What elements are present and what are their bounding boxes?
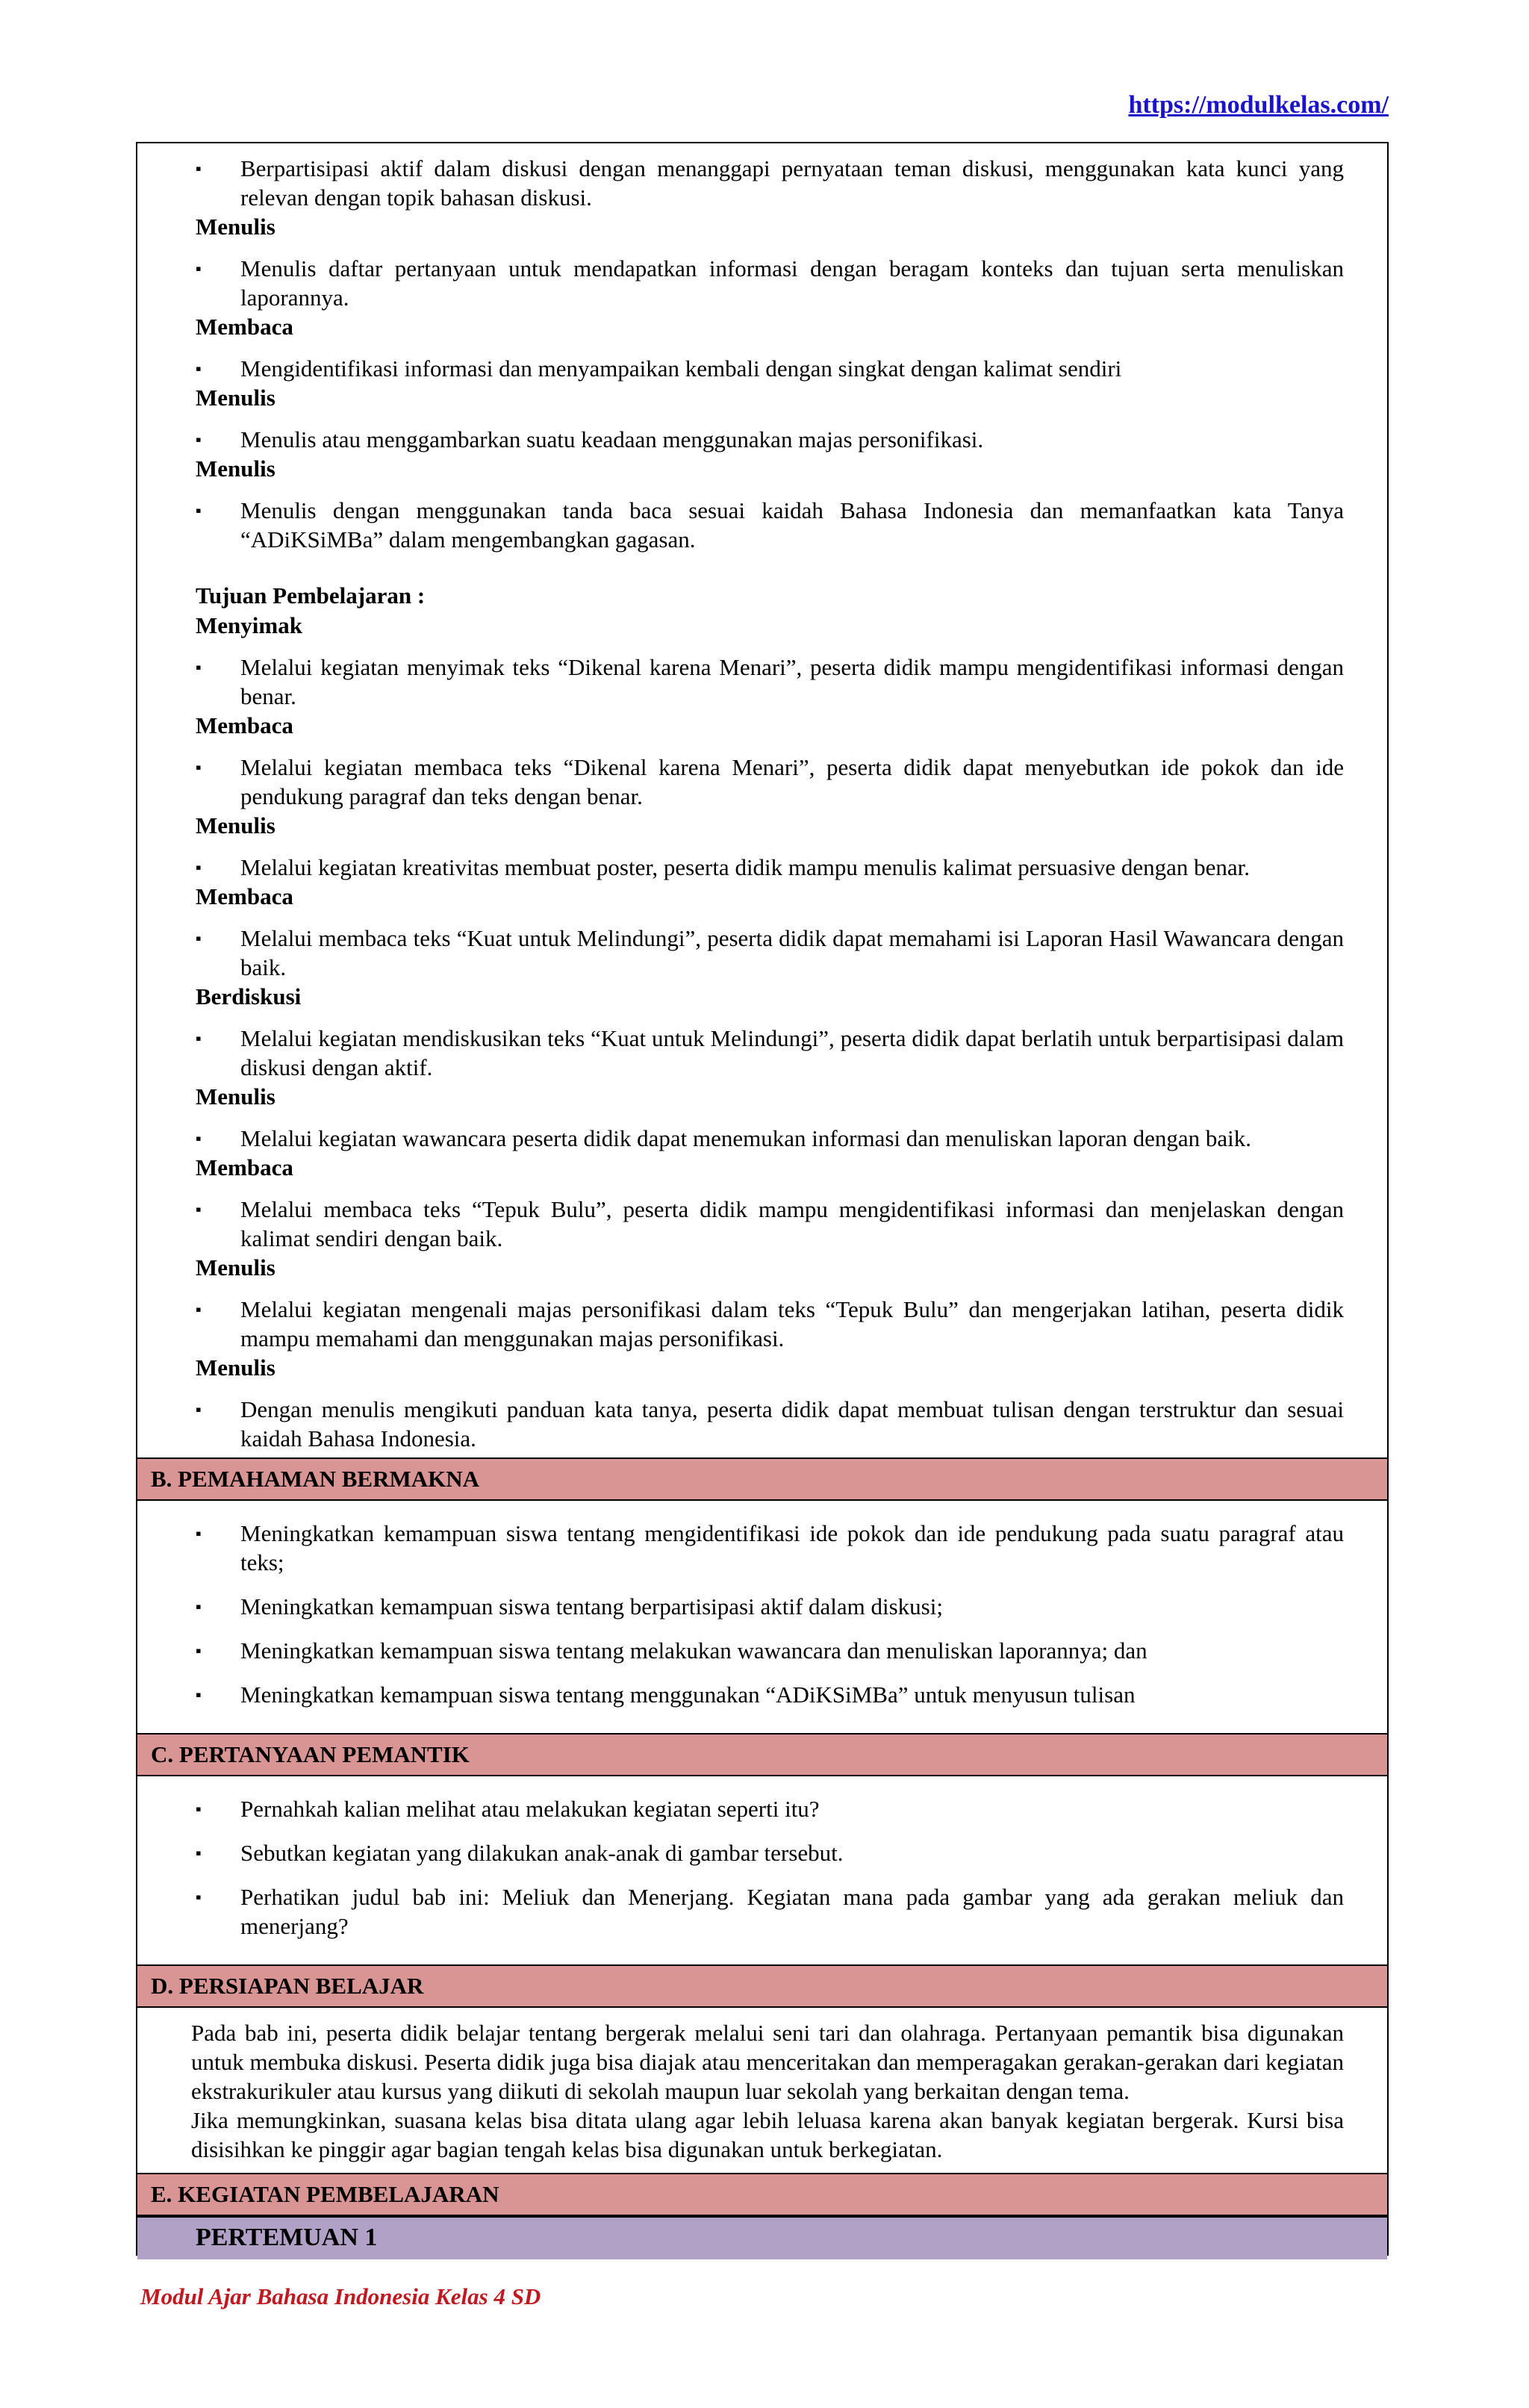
list-item: ▪ Pernahkah kalian melihat atau melakukan kegiatan seperti itu? — [196, 1796, 820, 1822]
section-d-content — [137, 2008, 1387, 2173]
skill-heading: Berdiskusi — [196, 983, 302, 1009]
bullet-icon: ▪ — [196, 259, 202, 278]
skill-heading: Membaca — [196, 1154, 293, 1180]
section-e-header: E. KEGIATAN PEMBELAJARAN — [137, 2173, 1387, 2216]
section-b-content — [137, 1501, 1387, 1733]
list-item: ▪ Melalui kegiatan mendiskusikan teks “Kuat untuk Melindungi”, peserta didik dapat berlatih untuk berpartisipasi dalam diskusi dengan aktif. — [196, 1025, 1344, 1080]
section-c-header: C. PERTANYAAN PEMANTIK — [137, 1733, 1387, 1776]
bullet-icon: ▪ — [196, 1129, 202, 1148]
bullet-icon: ▪ — [196, 1597, 202, 1616]
bullet-icon: ▪ — [196, 1888, 202, 1906]
tujuan-pembelajaran-title: Tujuan Pembelajaran : — [196, 582, 426, 609]
skill-heading: Membaca — [196, 314, 293, 340]
list-item: ▪ Melalui kegiatan menyimak teks “Dikenal karena Menari”, peserta didik mampu mengidentifikasi informasi dengan benar. — [196, 654, 1344, 709]
bullet-icon: ▪ — [196, 929, 202, 948]
skill-heading: Menulis — [196, 1354, 275, 1381]
list-item: ▪ Sebutkan kegiatan yang dilakukan anak-anak di gambar tersebut. — [196, 1840, 844, 1866]
section-c-content — [137, 1776, 1387, 1964]
list-item: ▪ Melalui kegiatan kreativitas membuat poster, peserta didik mampu menulis kalimat persuasive dengan benar. — [196, 854, 1251, 880]
bullet-icon: ▪ — [196, 1641, 202, 1660]
bullet-icon: ▪ — [196, 1524, 202, 1543]
list-item: ▪ Perhatikan judul bab ini: Meliuk dan Menerjang. Kegiatan mana pada gambar yang ada gerakan meliuk dan menerjang? — [196, 1884, 1344, 1939]
section-d-header: D. PERSIAPAN BELAJAR — [137, 1964, 1387, 2008]
skill-heading: Menulis — [196, 455, 275, 482]
lesson-module-table — [136, 142, 1389, 2256]
skill-heading: Menulis — [196, 214, 275, 240]
list-item: ▪ Menulis dengan menggunakan tanda baca sesuai kaidah Bahasa Indonesia dan memanfaatkan kata Tanya “ADiKSiMBa” dalam mengembangkan gagasan. — [196, 497, 1344, 553]
skill-heading: Membaca — [196, 883, 293, 909]
list-item: ▪ Menulis atau menggambarkan suatu keadaan menggunakan majas personifikasi. — [196, 426, 984, 452]
paragraph: Pada bab ini, peserta didik belajar tentang bergerak melalui seni tari dan olahraga. Pertanyaan pemantik bisa digunakan untuk membuka diskusi. Peserta didik juga bisa diajak atau menceritakan dan memperagakan gerakan-gerakan dari kegiatan ekstrakurikuler atau kursus yang diikuti di sekolah maupun luar sekolah yang berkaitan dengan tema. — [191, 2020, 1344, 2104]
list-item: ▪ Meningkatkan kemampuan siswa tentang mengidentifikasi ide pokok dan ide pendukung pada suatu paragraf atau teks; — [196, 1520, 1344, 1575]
list-item: ▪ Melalui kegiatan membaca teks “Dikenal karena Menari”, peserta didik dapat menyebutkan ide pokok dan ide pendukung paragraf dan teks dengan benar. — [196, 754, 1344, 809]
skill-heading: Membaca — [196, 712, 293, 738]
list-item: ▪ Berpartisipasi aktif dalam diskusi dengan menanggapi pernyataan teman diskusi, menggunakan kata kunci yang relevan dengan topik bahasan diskusi. — [196, 155, 1344, 211]
bullet-icon: ▪ — [196, 159, 202, 178]
list-item: ▪ Menulis daftar pertanyaan untuk mendapatkan informasi dengan beragam konteks dan tujuan serta menuliskan laporannya. — [196, 255, 1344, 311]
bullet-icon: ▪ — [196, 359, 202, 378]
bullet-icon: ▪ — [196, 501, 202, 520]
list-item: ▪ Mengidentifikasi informasi dan menyampaikan kembali dengan singkat dengan kalimat sendiri — [196, 355, 1122, 382]
meeting-1-header: PERTEMUAN 1 — [137, 2216, 1387, 2259]
bullet-icon: ▪ — [196, 1844, 202, 1862]
list-item: ▪ Meningkatkan kemampuan siswa tentang menggunakan “ADiKSiMBa” untuk menyusun tulisan — [196, 1681, 1136, 1708]
bullet-icon: ▪ — [196, 758, 202, 777]
list-item: ▪ Melalui membaca teks “Tepuk Bulu”, peserta didik mampu mengidentifikasi informasi dan menjelaskan dengan kalimat sendiri dengan baik. — [196, 1196, 1344, 1251]
page-footer: Modul Ajar Bahasa Indonesia Kelas 4 SD — [140, 2283, 541, 2309]
paragraph: Jika memungkinkan, suasana kelas bisa ditata ulang agar lebih leluasa karena akan banyak kegiatan bergerak. Kursi bisa disisihkan ke pinggir agar bagian tengah kelas bisa digunakan untuk berkegiatan. — [191, 2107, 1344, 2162]
bullet-icon: ▪ — [196, 1685, 202, 1704]
skill-heading: Menulis — [196, 1083, 275, 1110]
section-b-header: B. PEMAHAMAN BERMAKNA — [137, 1457, 1387, 1501]
list-item: ▪ Meningkatkan kemampuan siswa tentang melakukan wawancara dan menuliskan laporannya; dan — [196, 1637, 1147, 1664]
skill-heading: Menulis — [196, 1254, 275, 1281]
bullet-icon: ▪ — [196, 1799, 202, 1818]
skill-heading: Menulis — [196, 812, 275, 839]
site-url-link[interactable]: https://modulkelas.com/ — [1128, 91, 1389, 119]
bullet-icon: ▪ — [196, 658, 202, 676]
bullet-icon: ▪ — [196, 1200, 202, 1219]
list-item: ▪ Melalui kegiatan wawancara peserta didik dapat menemukan informasi dan menuliskan laporan dengan baik. — [196, 1125, 1252, 1151]
bullet-icon: ▪ — [196, 1400, 202, 1419]
section-a-content — [137, 143, 1387, 1457]
bullet-icon: ▪ — [196, 430, 202, 449]
bullet-icon: ▪ — [196, 858, 202, 877]
skill-heading: Menyimak — [196, 612, 302, 638]
list-item: ▪ Dengan menulis mengikuti panduan kata tanya, peserta didik dapat membuat tulisan dengan terstruktur dan sesuai kaidah Bahasa Indonesia. — [196, 1396, 1344, 1452]
list-item: ▪ Melalui membaca teks “Kuat untuk Melindungi”, peserta didik dapat memahami isi Laporan Hasil Wawancara dengan baik. — [196, 925, 1344, 980]
bullet-icon: ▪ — [196, 1029, 202, 1048]
skill-heading: Menulis — [196, 385, 275, 411]
bullet-icon: ▪ — [196, 1300, 202, 1319]
list-item: ▪ Melalui kegiatan mengenali majas personifikasi dalam teks “Tepuk Bulu” dan mengerjakan latihan, peserta didik mampu memahami dan menggunakan majas personifikasi. — [196, 1296, 1344, 1351]
list-item: ▪ Meningkatkan kemampuan siswa tentang berpartisipasi aktif dalam diskusi; — [196, 1593, 943, 1620]
